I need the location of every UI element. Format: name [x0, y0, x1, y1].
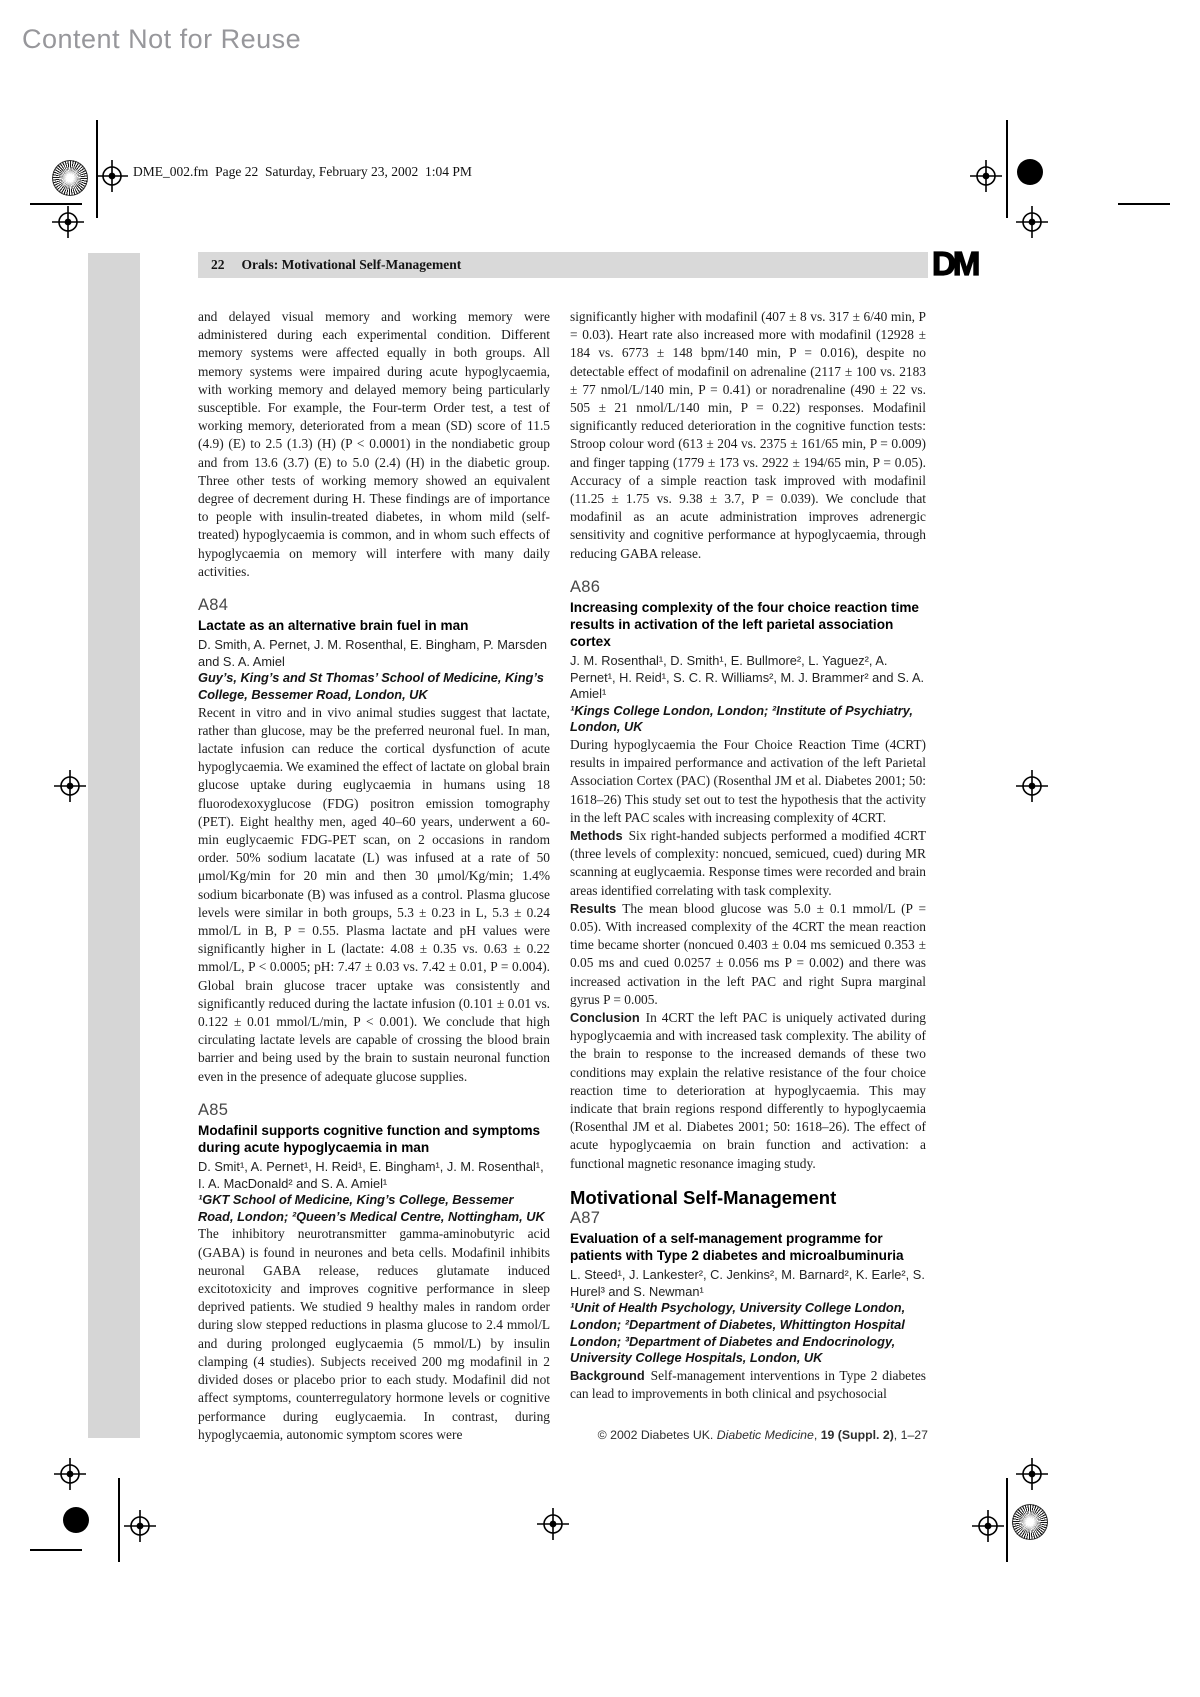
abstract-a87	[570, 1209, 926, 1403]
page-footer	[570, 1428, 928, 1442]
abstract-a85	[198, 1101, 550, 1444]
abstract-id: A86	[570, 577, 601, 596]
footer-journal-name: Diabetic Medicine	[716, 1428, 814, 1442]
background-text: Self-management interventions in Type 2 diabetes can lead to improvements in both clinical and psychosocial	[570, 1367, 926, 1402]
registration-mark	[96, 160, 128, 192]
abstract-authors: L. Steed¹, J. Lankester², C. Jenkins², M. Barnard², K. Earle², S. Hurel³ and S. Newman¹	[570, 1267, 925, 1299]
left-column	[198, 308, 550, 1444]
results-text: The mean blood glucose was 5.0 ± 0.1 mmol/L (P = 0.05). With increased complexity of the 4CRT the mean reaction time became shorter (noncued 0.403 ± 0.04 ms semicued 0.353 ± 0.05 ms and cued 0.0257 ± 0.056 ms P = 0.002) and there was increased activation in the left PAC and right Supra marginal gyrus P = 0.005.	[570, 900, 926, 1007]
abstract-methods	[570, 827, 926, 900]
continued-paragraph: and delayed visual memory and working memory were administered during each experimental condition. Different memory systems were affected equally in both groups. All memory systems were impaired during acute hypoglycaemia, with working memory and delayed memory being particularly susceptible. For example, the Four-term Order test, a test of working memory, deteriorated from a mean (SD) score of 11.5 (4.9) (E) to 2.5 (1.3) (H) (P < 0.0001) in the nondiabetic group and from 13.6 (3.7) (E) to 5.0 (2.4) (H) in the diabetic group. Three other tests of working memory showed an equivalent degree of decrement during H. These findings are of importance to people with insulin-treated diabetes, in whom mild (self-treated) hypoglycaemia is common, and in whom such effects of hypoglycaemia on memory will interfere with many daily activities.	[198, 309, 550, 579]
abstract-affiliation: ¹GKT School of Medicine, King’s College, Bessemer Road, London; ²Queen’s Medical Centre, Nottingham, UK	[198, 1192, 545, 1224]
abstract-id: A84	[198, 596, 229, 615]
methods-text: Six right-handed subjects performed a modified 4CRT (three levels of complexity: noncued, semicued, cued) during MR scanning at euglycaemia. Response times were recorded and brain areas identified correlating with task complexity.	[570, 828, 926, 898]
crop-line	[30, 203, 82, 205]
watermark-text: Content Not for Reuse	[22, 24, 302, 54]
abstract-title: Evaluation of a self-management programme for patients with Type 2 diabetes and microalbuminuria	[570, 1231, 904, 1264]
right-column	[570, 308, 926, 1403]
crop-line	[118, 1478, 120, 1562]
gray-margin-strip	[88, 253, 140, 1438]
footer-volume: 19 (Suppl. 2)	[820, 1428, 894, 1442]
starburst-mark	[1012, 1504, 1048, 1540]
page-number: 22	[211, 257, 225, 272]
abstract-affiliation: ¹Kings College London, London; ²Institute of Psychiatry, London, UK	[570, 702, 913, 735]
results-label: Results	[570, 900, 617, 916]
abstract-id: A85	[198, 1100, 229, 1119]
abstract-body: The inhibitory neurotransmitter gamma-aminobutyric acid (GABA) is found in neurones and beta cells. Modafinil inhibits neuronal GABA release, reduces glutamate induced excitotoxicity and improves cognitive performance in sleep deprived patients. We studied 9 healthy males in random order during slow stepped reductions in plasma glucose to 2.4 mmol/L and during prolonged euglycaemia (5 mmol/L) by insulin clamping (4 studies). Subjects received 200 mg modafinil in 2 divided doses or placebo prior to each study. Modafinil did not affect symptoms, counterregulatory hormone levels or cognitive performance during euglycaemia. In contrast, during hypoglycaemia, autonomic symptom scores were	[198, 1226, 550, 1442]
abstract-affiliation: ¹Unit of Health Psychology, University College London, London; ²Department of Diabetes, Whittington Hospital London; ³Department of Diabetes and Endocrinology, University College Hospitals, London, UK	[570, 1300, 906, 1366]
registration-mark	[1016, 770, 1048, 802]
abstract-results	[570, 900, 926, 1009]
continued-paragraph: significantly higher with modafinil (407 ± 8 vs. 317 ± 6/40 min, P = 0.03). Heart rate also increased more with modafinil (12928 ± 184 vs. 6773 ± 148 bpm/140 min, P = 0.016), despite no detectable effect of modafinil on adrenaline (2117 ± 100 vs. 2183 ± 77 nmol/L/140 min, P = 0.41) or noradrenaline (490 ± 22 vs. 505 ± 21 nmol/L/140 min, P = 0.22) responses. Modafinil significantly reduced deterioration in the cognitive function tests: Stroop colour word (613 ± 204 vs. 2375 ± 161/65 min, P = 0.009) and finger tapping (1779 ± 173 vs. 2922 ± 194/65 min, P = 0.05). Accuracy of a simple reaction task improved with modafinil (11.25 ± 1.75 vs. 9.38 ± 3.7, P = 0.039). We conclude that modafinil as an acute administration improves adrenergic sensitivity and cognitive performance at hypoglycaemia, through reducing GABA release.	[570, 309, 926, 561]
abstract-authors: D. Smith, A. Pernet, J. M. Rosenthal, E. Bingham, P. Marsden and S. A. Amiel	[198, 637, 547, 669]
journal-logo: DM	[932, 245, 978, 282]
crop-line	[1006, 120, 1008, 218]
abstract-authors: D. Smit¹, A. Pernet¹, H. Reid¹, E. Bingham¹, J. M. Rosenthal¹, I. A. MacDonald² and S. A. Amiel¹	[198, 1159, 544, 1191]
abstract-background	[570, 1367, 926, 1403]
running-section-title: Orals: Motivational Self-Management	[241, 257, 462, 272]
abstract-title: Increasing complexity of the four choice reaction time results in activation of the left parietal association cortex	[570, 600, 919, 650]
registration-mark	[54, 770, 86, 802]
abstract-a84	[198, 596, 550, 1086]
registration-mark	[52, 206, 84, 238]
crop-line	[1118, 203, 1170, 205]
abstract-a86	[570, 578, 926, 1173]
registration-mark	[1016, 206, 1048, 238]
crop-line	[1006, 1478, 1008, 1562]
registration-mark	[1016, 1458, 1048, 1490]
abstract-title: Lactate as an alternative brain fuel in man	[198, 618, 469, 634]
abstract-title: Modafinil supports cognitive function and symptoms during acute hypoglycaemia in man	[198, 1123, 541, 1156]
registration-mark	[972, 1510, 1004, 1542]
footer-copyright: © 2002 Diabetes UK.	[597, 1428, 717, 1442]
print-slug: DME_002.fm Page 22 Saturday, February 23, 2002 1:04 PM	[133, 164, 472, 179]
abstract-id: A87	[570, 1209, 601, 1228]
methods-label: Methods	[570, 828, 623, 844]
conclusion-label: Conclusion	[570, 1010, 640, 1026]
crop-line	[30, 1549, 82, 1551]
black-dot-mark	[1017, 159, 1043, 185]
abstract-conclusion	[570, 1009, 926, 1173]
abstract-intro: During hypoglycaemia the Four Choice Reaction Time (4CRT) results in impaired performance and activation of the left Parietal Association Cortex (PAC) (Rosenthal JM et al. Diabetes 2001; 50: 1618–26) This study set out to test the hypothesis that the activity in the left PAC scales with increasing complexity of 4CRT.	[570, 737, 926, 825]
starburst-mark	[52, 160, 88, 196]
registration-mark	[537, 1508, 569, 1540]
conclusion-text: In 4CRT the left PAC is uniquely activated during hypoglycaemia and with increased task complexity. The ability of the brain to response to the increased demands of these two conditions may explain the relative resistance of the four choice reaction time to deterioration at hypoglycaemia. This may indicate that brain regions respond differently to hypoglycaemia (Rosenthal JM et al. Diabetes 2001; 50: 1618–26). The effect of acute hypoglycaemia on brain function and activation: a functional magnetic resonance imaging study.	[570, 1010, 926, 1171]
running-header	[198, 252, 928, 278]
black-dot-mark	[63, 1507, 89, 1533]
background-label: Background	[570, 1367, 645, 1383]
abstract-body: Recent in vitro and in vivo animal studies suggest that lactate, rather than glucose, may be the preferred neuronal fuel. In man, lactate infusion can reduce the cortical dysfunction of acute hypoglycaemia. We examined the effect of lactate on global brain glucose uptake during euglycaemia in humans using 18 fluorodexoxyglucose (FDG) positron emission tomography (PET). Eight healthy men, aged 40–60 years, underwent a 60-min euglycaemic FDG-PET scan, on 2 occasions in random order. 50% sodium lacatate (L) was infused at a rate of 50 μmol/Kg/min for 20 min and then 30 μmol/Kg/min; 1.4% sodium bicarbonate (B) was infused as a control. Plasma glucose levels were similar in both groups, 5.3 ± 0.23 in L, 5.3 ± 0.24 mmol/L in B, P = 0.55. Plasma lactate and pH values were significantly higher in L (lactate: 4.08 ± 0.35 vs. 0.63 ± 0.22 mmol/L, P < 0.0005; pH: 7.47 ± 0.03 vs. 7.42 ± 0.01, P = 0.004). Global brain glucose tracer uptake was consistently and significantly reduced during the lactate infusion (0.101 ± 0.01 vs. 0.122 ± 0.01 mmol/L/min, P < 0.001). We conclude that high circulating lactate levels are capable of crossing the blood brain barrier and being used by the brain to sustain neuronal function even in the presence of adequate glucose supplies.	[198, 704, 550, 1084]
session-heading: Motivational Self-Management	[570, 1186, 837, 1208]
registration-mark	[970, 160, 1002, 192]
abstract-affiliation: Guy’s, King’s and St Thomas’ School of Medicine, King’s College, Bessemer Road, London, UK	[198, 670, 544, 703]
registration-mark	[124, 1510, 156, 1542]
abstract-authors: J. M. Rosenthal¹, D. Smith¹, E. Bullmore², L. Yaguez², A. Pernet¹, H. Reid¹, S. C. R. Williams², M. J. Brammer² and S. A. Amiel¹	[570, 653, 925, 702]
footer-pages: , 1–27	[893, 1428, 928, 1442]
footer-separator: ,	[813, 1428, 821, 1442]
registration-mark	[54, 1458, 86, 1490]
